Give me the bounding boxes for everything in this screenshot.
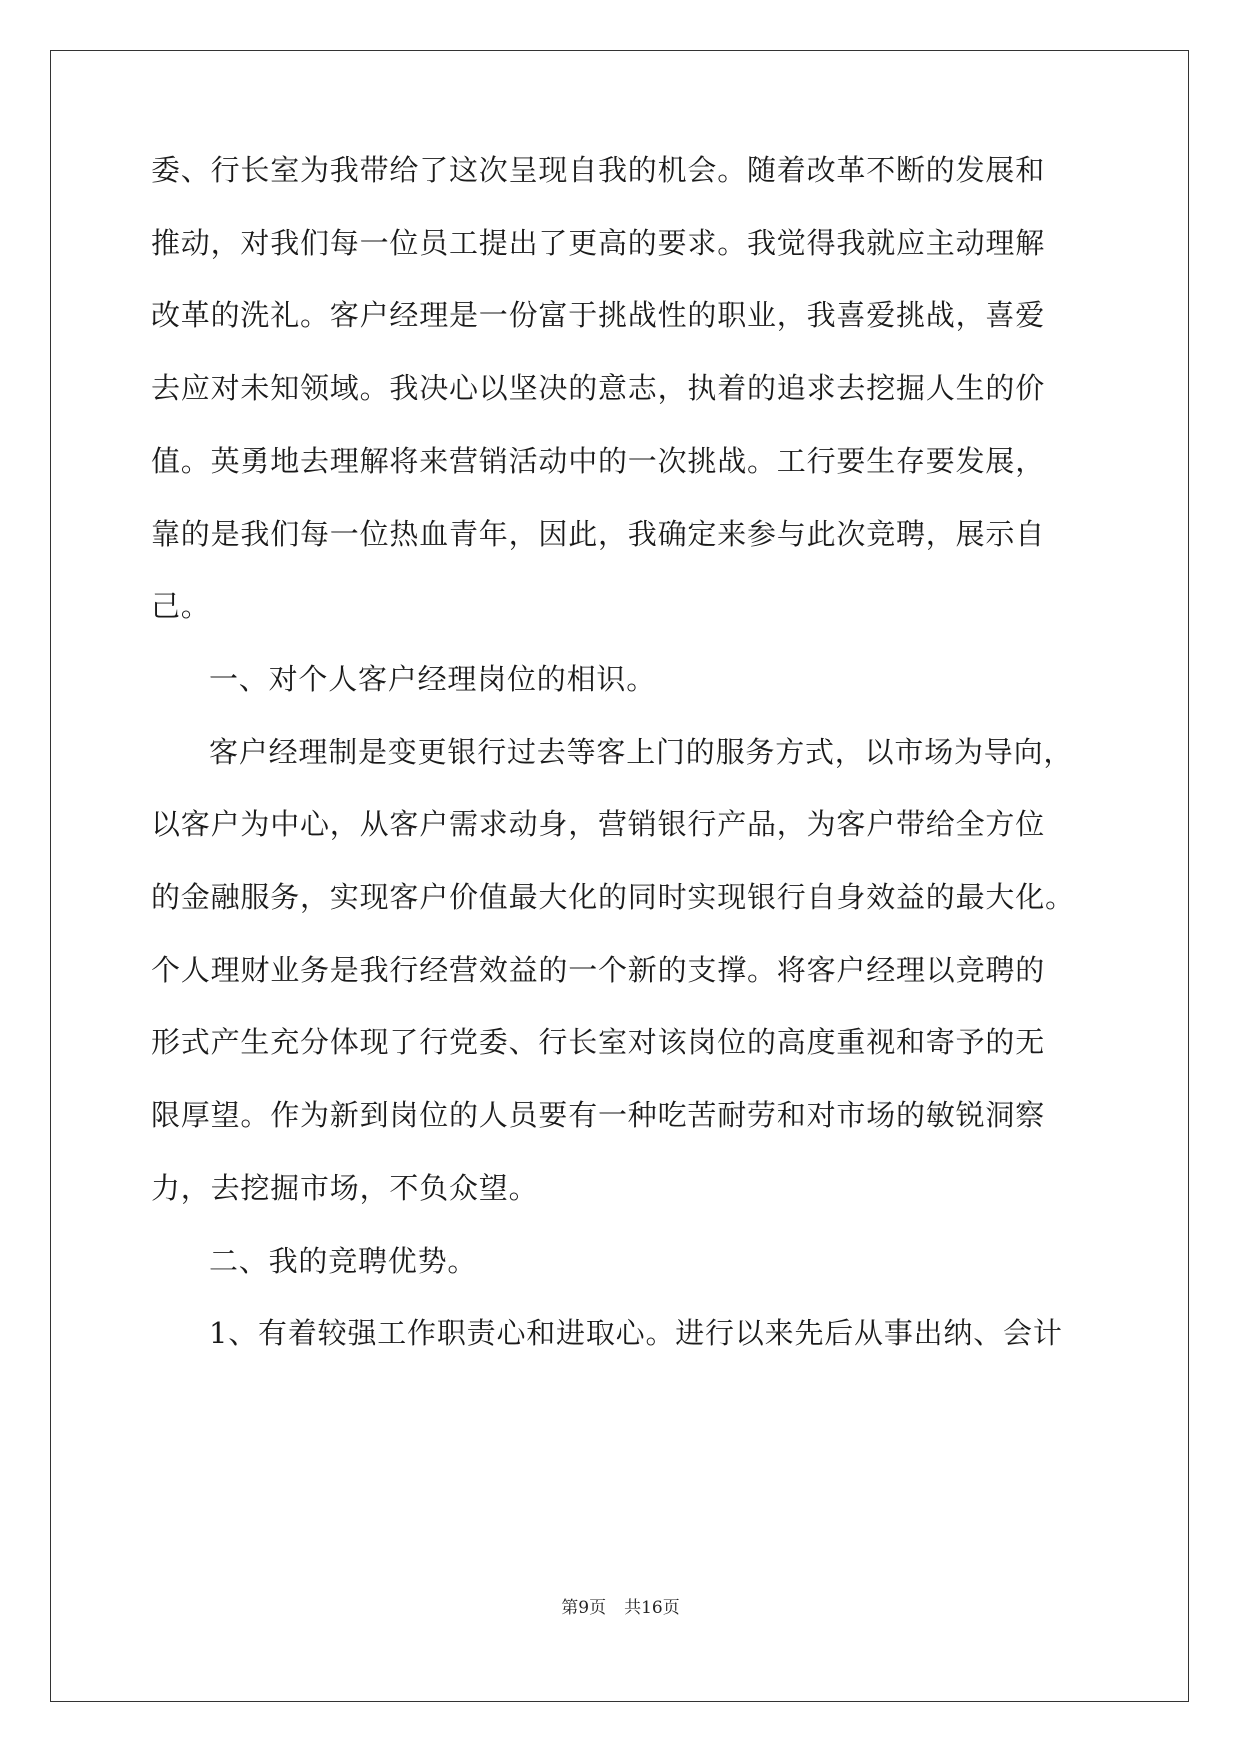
text-line: 形式产生充分体现了行党委、行长室对该岗位的高度重视和寄予的无 [151, 1025, 1046, 1060]
text-line: 改革的洗礼。客户经理是一份富于挑战性的职业，我喜爱挑战，喜爱 [151, 298, 1046, 333]
page-footer [0, 1597, 1241, 1619]
text-line: 限厚望。作为新到岗位的人员要有一种吃苦耐劳和对市场的敏锐洞察 [151, 1098, 1046, 1133]
paragraph-start-line: 1、有着较强工作职责心和进取心。进行以来先后从事出纳、会计 [209, 1316, 1063, 1351]
page-number: 第9页 [561, 1598, 607, 1618]
text-line: 去应对未知领域。我决心以坚决的意志，执着的追求去挖掘人生的价 [151, 371, 1046, 406]
paragraph-start-line: 客户经理制是变更银行过去等客上门的服务方式，以市场为导向， [209, 734, 1074, 769]
section-heading: 二、我的竞聘优势。 [209, 1243, 478, 1278]
page-total: 共16页 [624, 1598, 680, 1618]
text-line: 委、行长室为我带给了这次呈现自我的机会。随着改革不断的发展和 [151, 153, 1046, 187]
text-line: 力，去挖掘市场，不负众望。 [151, 1170, 539, 1205]
text-line: 己。 [151, 589, 211, 624]
text-line: 值。英勇地去理解将来营销活动中的一次挑战。工行要生存要发展， [151, 443, 1046, 478]
text-line: 的金融服务，实现客户价值最大化的同时实现银行自身效益的最大化。 [151, 880, 1075, 914]
text-line: 以客户为中心，从客户需求动身，营销银行产品，为客户带给全方位 [151, 807, 1046, 842]
text-line: 靠的是我们每一位热血青年，因此，我确定来参与此次竞聘，展示自 [151, 516, 1046, 551]
text-line: 个人理财业务是我行经营效益的一个新的支撑。将客户经理以竞聘的 [151, 952, 1046, 987]
section-heading: 一、对个人客户经理岗位的相识。 [209, 661, 657, 696]
text-line: 推动，对我们每一位员工提出了更高的要求。我觉得我就应主动理解 [151, 225, 1046, 260]
